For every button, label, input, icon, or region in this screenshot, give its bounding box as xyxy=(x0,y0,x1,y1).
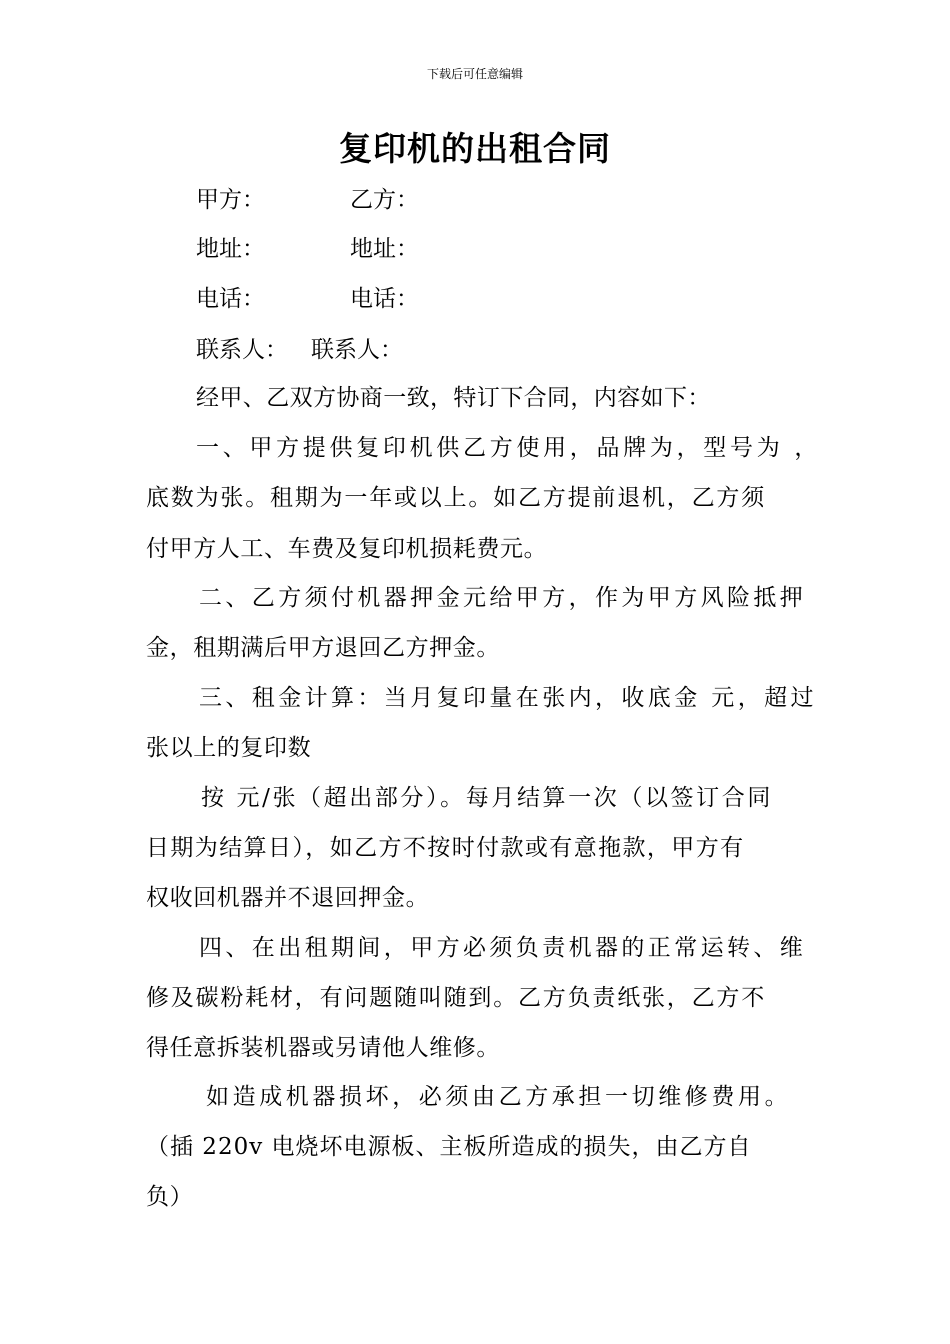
clause-1-line-1: 一、甲方提供复印机供乙方使用，品牌为，型号为 ， xyxy=(196,435,822,461)
clause-1-line-3: 付甲方人工、车费及复印机损耗费元。 xyxy=(146,536,548,562)
document-title: 复印机的出租合同 xyxy=(339,129,611,168)
clause-3-line-1: 三、租金计算：当月复印量在张内，收底金 元，超过 xyxy=(199,685,817,711)
clause-4-line-2: 修及碳粉耗材，有问题随叫随到。乙方负责纸张，乙方不 xyxy=(146,985,766,1011)
clause-3-line-4: 日期为结算日），如乙方不按时付款或有意拖款，甲方有 xyxy=(146,835,745,861)
clause-3-line-2: 张以上的复印数 xyxy=(146,735,312,761)
clause-1-line-2: 底数为张。租期为一年或以上。如乙方提前退机，乙方须 xyxy=(146,485,766,511)
clause-3-line-5: 权收回机器并不退回押金。 xyxy=(146,885,430,911)
clause-2-line-2: 金，租期满后甲方退回乙方押金。 xyxy=(146,635,500,661)
clause-5-line-1: 如造成机器损坏，必须由乙方承担一切维修费用。 xyxy=(206,1084,792,1110)
header-note: 下载后可任意编辑 xyxy=(426,67,523,81)
clause-2-line-1: 二、乙方须付机器押金元给甲方，作为甲方风险抵押 xyxy=(199,585,807,611)
clause-4-line-3: 得任意拆装机器或另请他人维修。 xyxy=(146,1035,500,1061)
phone-a-label: 电话： xyxy=(196,286,265,312)
party-a-label: 甲方： xyxy=(196,187,265,213)
contact-a-label: 联系人： xyxy=(196,337,288,363)
phone-b-label: 电话： xyxy=(350,286,419,312)
party-b-label: 乙方： xyxy=(350,187,419,213)
address-a-label: 地址： xyxy=(196,236,265,262)
address-b-label: 地址： xyxy=(350,236,419,262)
clause-5-line-3: 负） xyxy=(146,1184,194,1210)
clause-5-line-2: （插 220v 电烧坏电源板、主板所造成的损失，由乙方自 xyxy=(146,1134,752,1160)
contact-b-label: 联系人： xyxy=(311,337,403,363)
clause-3-line-3: 按 元/张（超出部分）。每月结算一次（以签订合同 xyxy=(201,785,773,811)
clause-4-line-1: 四、在出租期间，甲方必须负责机器的正常运转、维 xyxy=(199,935,807,961)
intro-line: 经甲、乙双方协商一致，特订下合同，内容如下： xyxy=(196,385,711,411)
